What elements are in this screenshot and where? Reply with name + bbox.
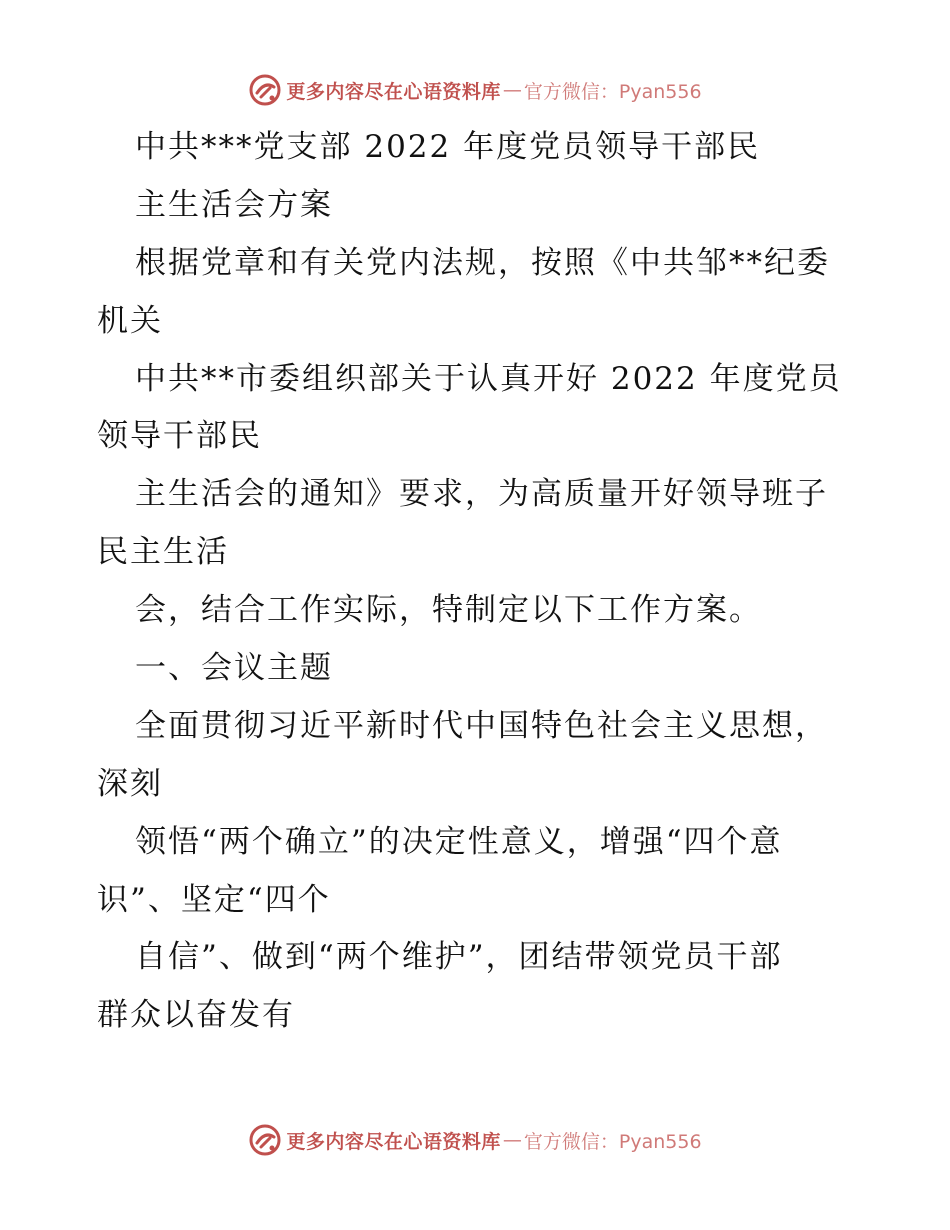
text-line-9: 会，结合工作实际，特制定以下工作方案。 [135,592,762,629]
text-line-8: 民主生活 [97,534,229,571]
footer-watermark-banner [0,1120,950,1160]
watermark-text: 更多内容尽在心语资料库 [286,1130,501,1153]
brand-logo-icon [248,73,282,107]
text-line-16: 群众以奋发有 [97,997,295,1034]
watermark-text: 更多内容尽在心语资料库 [286,80,501,103]
text-line-10: 一、会议主题 [135,650,333,687]
text-line-14: 识”、坚定“四个 [97,881,331,918]
text-line-2: 主生活会方案 [135,186,333,223]
text-line-6: 领导干部民 [97,418,262,455]
document-body [97,119,857,1045]
text-line-11: 全面贯彻习近平新时代中国特色社会主义思想， [135,707,828,744]
text-line-5: 中共**市委组织部关于认真开好 2022 年度党员 [135,360,842,397]
text-line-15: 自信”、做到“两个维护”，团结带领党员干部 [135,939,783,976]
watermark-separator: — [502,79,522,101]
text-line-13: 领悟“两个确立”的决定性意义，增强“四个意 [135,823,783,860]
header-watermark-banner [0,70,950,110]
text-line-7: 主生活会的通知》要求，为高质量开好领导班子 [135,476,828,513]
watermark-wechat: 官方微信：Pyan556 [523,1130,702,1153]
text-line-12: 深刻 [97,765,163,802]
text-line-3: 根据党章和有关党内法规，按照《中共邹**纪委 [135,244,830,281]
watermark-wechat: 官方微信：Pyan556 [523,80,702,103]
text-line-1: 中共***党支部 2022 年度党员领导干部民 [135,129,761,165]
text-line-4: 机关 [97,302,163,339]
brand-logo-icon [248,1123,282,1157]
watermark-separator: — [502,1129,522,1151]
